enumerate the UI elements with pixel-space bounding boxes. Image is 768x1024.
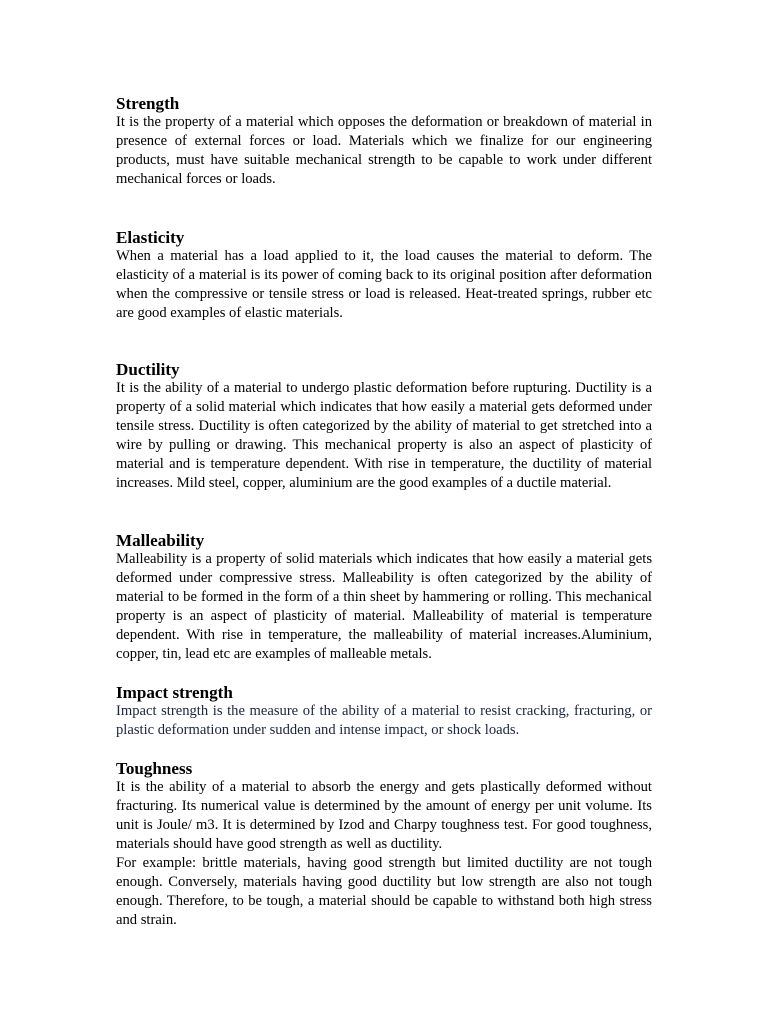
section-paragraph: Impact strength is the measure of the ability of a material to resist cracking, fracturing, or plastic deformation under sudden and intense impact, or shock loads.	[116, 703, 652, 738]
section-heading: Ductility	[116, 360, 180, 379]
section-paragraph: It is the ability of a material to undergo plastic deformation before rupturing. Ductility is a property of a solid material which indicates that how easily a material gets deformed under tensile stress. Ductility is often categorized by the ability of material to get stretched into a wire by pulling or drawing. This mechanical property is also an aspect of plasticity of material and is temperature dependent. With rise in temperature, the ductility of material increases. Mild steel, copper, aluminium are the good examples of a ductile material.	[116, 380, 652, 491]
section-paragraph: It is the ability of a material to absorb the energy and gets plastically deformed without fracturing. Its numerical value is determined by the amount of energy per unit volume. Its unit is Joule/ m3. It is determined by Izod and Charpy toughness test. For good toughness, materials should have good strength as well as ductility.	[116, 779, 652, 852]
section-ductility	[116, 360, 652, 493]
section-paragraph: Malleability is a property of solid materials which indicates that how easily a material gets deformed under compressive stress. Malleability is often categorized by the ability of material to be formed in the form of a thin sheet by hammering or rolling. This mechanical property is an aspect of plasticity of material. Malleability of material is temperature dependent. With rise in temperature, the malleability of material increases.Aluminium, copper, tin, lead etc are examples of malleable metals.	[116, 551, 652, 662]
section-strength	[116, 94, 652, 189]
section-paragraph: It is the property of a material which opposes the deformation or breakdown of material in presence of external forces or load. Materials which we finalize for our engineering products, must have suitable mechanical strength to be capable to work under different mechanical forces or loads.	[116, 114, 652, 187]
section-malleability	[116, 531, 652, 664]
section-impact-strength	[116, 683, 652, 740]
section-heading: Toughness	[116, 759, 193, 778]
section-paragraph: For example: brittle materials, having good strength but limited ductility are not tough enough. Conversely, materials having good ductility but low strength are also not tough enough. Therefore, to be tough, a material should be capable to withstand both high stress and strain.	[116, 855, 652, 928]
section-paragraph: When a material has a load applied to it, the load causes the material to deform. The elasticity of a material is its power of coming back to its original position after deformation when the compressive or tensile stress or load is released. Heat-treated springs, rubber etc are good examples of elastic materials.	[116, 248, 652, 321]
section-toughness	[116, 759, 652, 930]
section-elasticity	[116, 228, 652, 323]
section-heading: Elasticity	[116, 228, 185, 247]
section-heading: Malleability	[116, 531, 205, 550]
section-heading: Impact strength	[116, 683, 233, 702]
section-heading: Strength	[116, 94, 180, 113]
